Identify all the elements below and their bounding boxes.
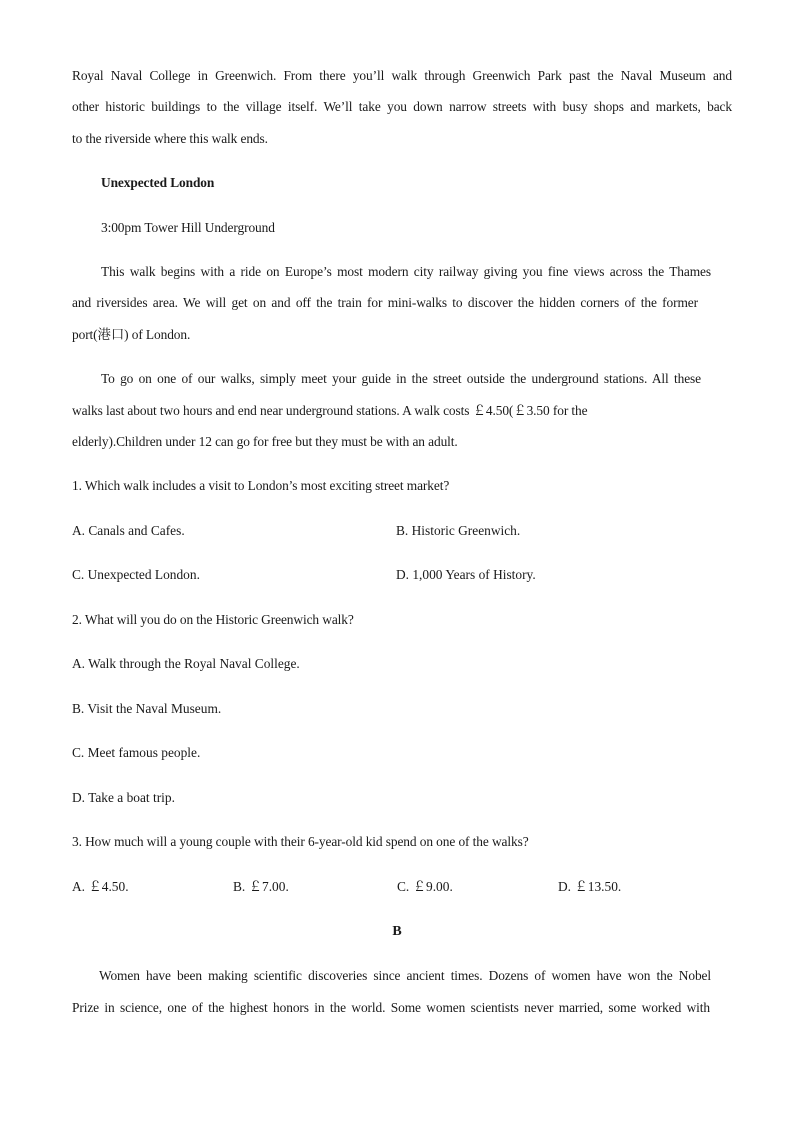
- question-3-option-b: B. ￡7.00.: [233, 879, 289, 894]
- question-2-option-b: B. Visit the Naval Museum.: [72, 701, 222, 716]
- question-2-option-c: C. Meet famous people.: [72, 745, 201, 760]
- question-3-stem: 3. How much will a young couple with their 6-year-old kid spend on one of the walks?: [72, 834, 529, 849]
- section-b-line-2: Prize in science, one of the highest honors in the world. Some women scientists never married, some worked with: [72, 1000, 710, 1015]
- question-2-option-d: D. Take a boat trip.: [72, 790, 175, 805]
- walk-description-line-2: and riversides area. We will get on and off the train for mini-walks to discover the hidden corners of the former: [72, 295, 698, 310]
- passage-a-line-1: Royal Naval College in Greenwich. From there you’ll walk through Greenwich Park past the Naval Museum and: [72, 68, 732, 83]
- question-3-option-c: C. ￡9.00.: [397, 879, 453, 894]
- walk-title-unexpected-london: Unexpected London: [101, 175, 215, 190]
- section-b-line-1: Women have been making scientific discoveries since ancient times. Dozens of women have won the Nobel: [99, 968, 711, 983]
- walk-description-line-3: port(港口) of London.: [72, 327, 191, 342]
- info-line-2: walks last about two hours and end near underground stations. A walk costs ￡4.50(￡3.50 for the: [72, 403, 588, 418]
- walk-description-line-1: This walk begins with a ride on Europe’s most modern city railway giving you fine views across the Thames: [101, 264, 711, 279]
- passage-a-line-3: to the riverside where this walk ends.: [72, 131, 268, 146]
- question-1-stem: 1. Which walk includes a visit to London’s most exciting street market?: [72, 478, 450, 493]
- question-1-option-a: A. Canals and Cafes.: [72, 523, 185, 538]
- question-1-option-c: C. Unexpected London.: [72, 567, 200, 582]
- section-b-heading: B: [392, 924, 402, 939]
- question-3-option-d: D. ￡13.50.: [558, 879, 622, 894]
- question-3-option-a: A. ￡4.50.: [72, 879, 129, 894]
- question-2-option-a: A. Walk through the Royal Naval College.: [72, 656, 300, 671]
- info-line-1: To go on one of our walks, simply meet your guide in the street outside the underground stations. All these: [101, 371, 701, 386]
- walk-time-place: 3:00pm Tower Hill Underground: [101, 220, 275, 235]
- question-1-option-d: D. 1,000 Years of History.: [396, 567, 536, 582]
- passage-a-line-2: other historic buildings to the village itself. We’ll take you down narrow streets with busy shops and markets, back: [72, 99, 732, 114]
- question-2-stem: 2. What will you do on the Historic Greenwich walk?: [72, 612, 354, 627]
- question-1-option-b: B. Historic Greenwich.: [396, 523, 521, 538]
- info-line-3: elderly).Children under 12 can go for free but they must be with an adult.: [72, 434, 458, 449]
